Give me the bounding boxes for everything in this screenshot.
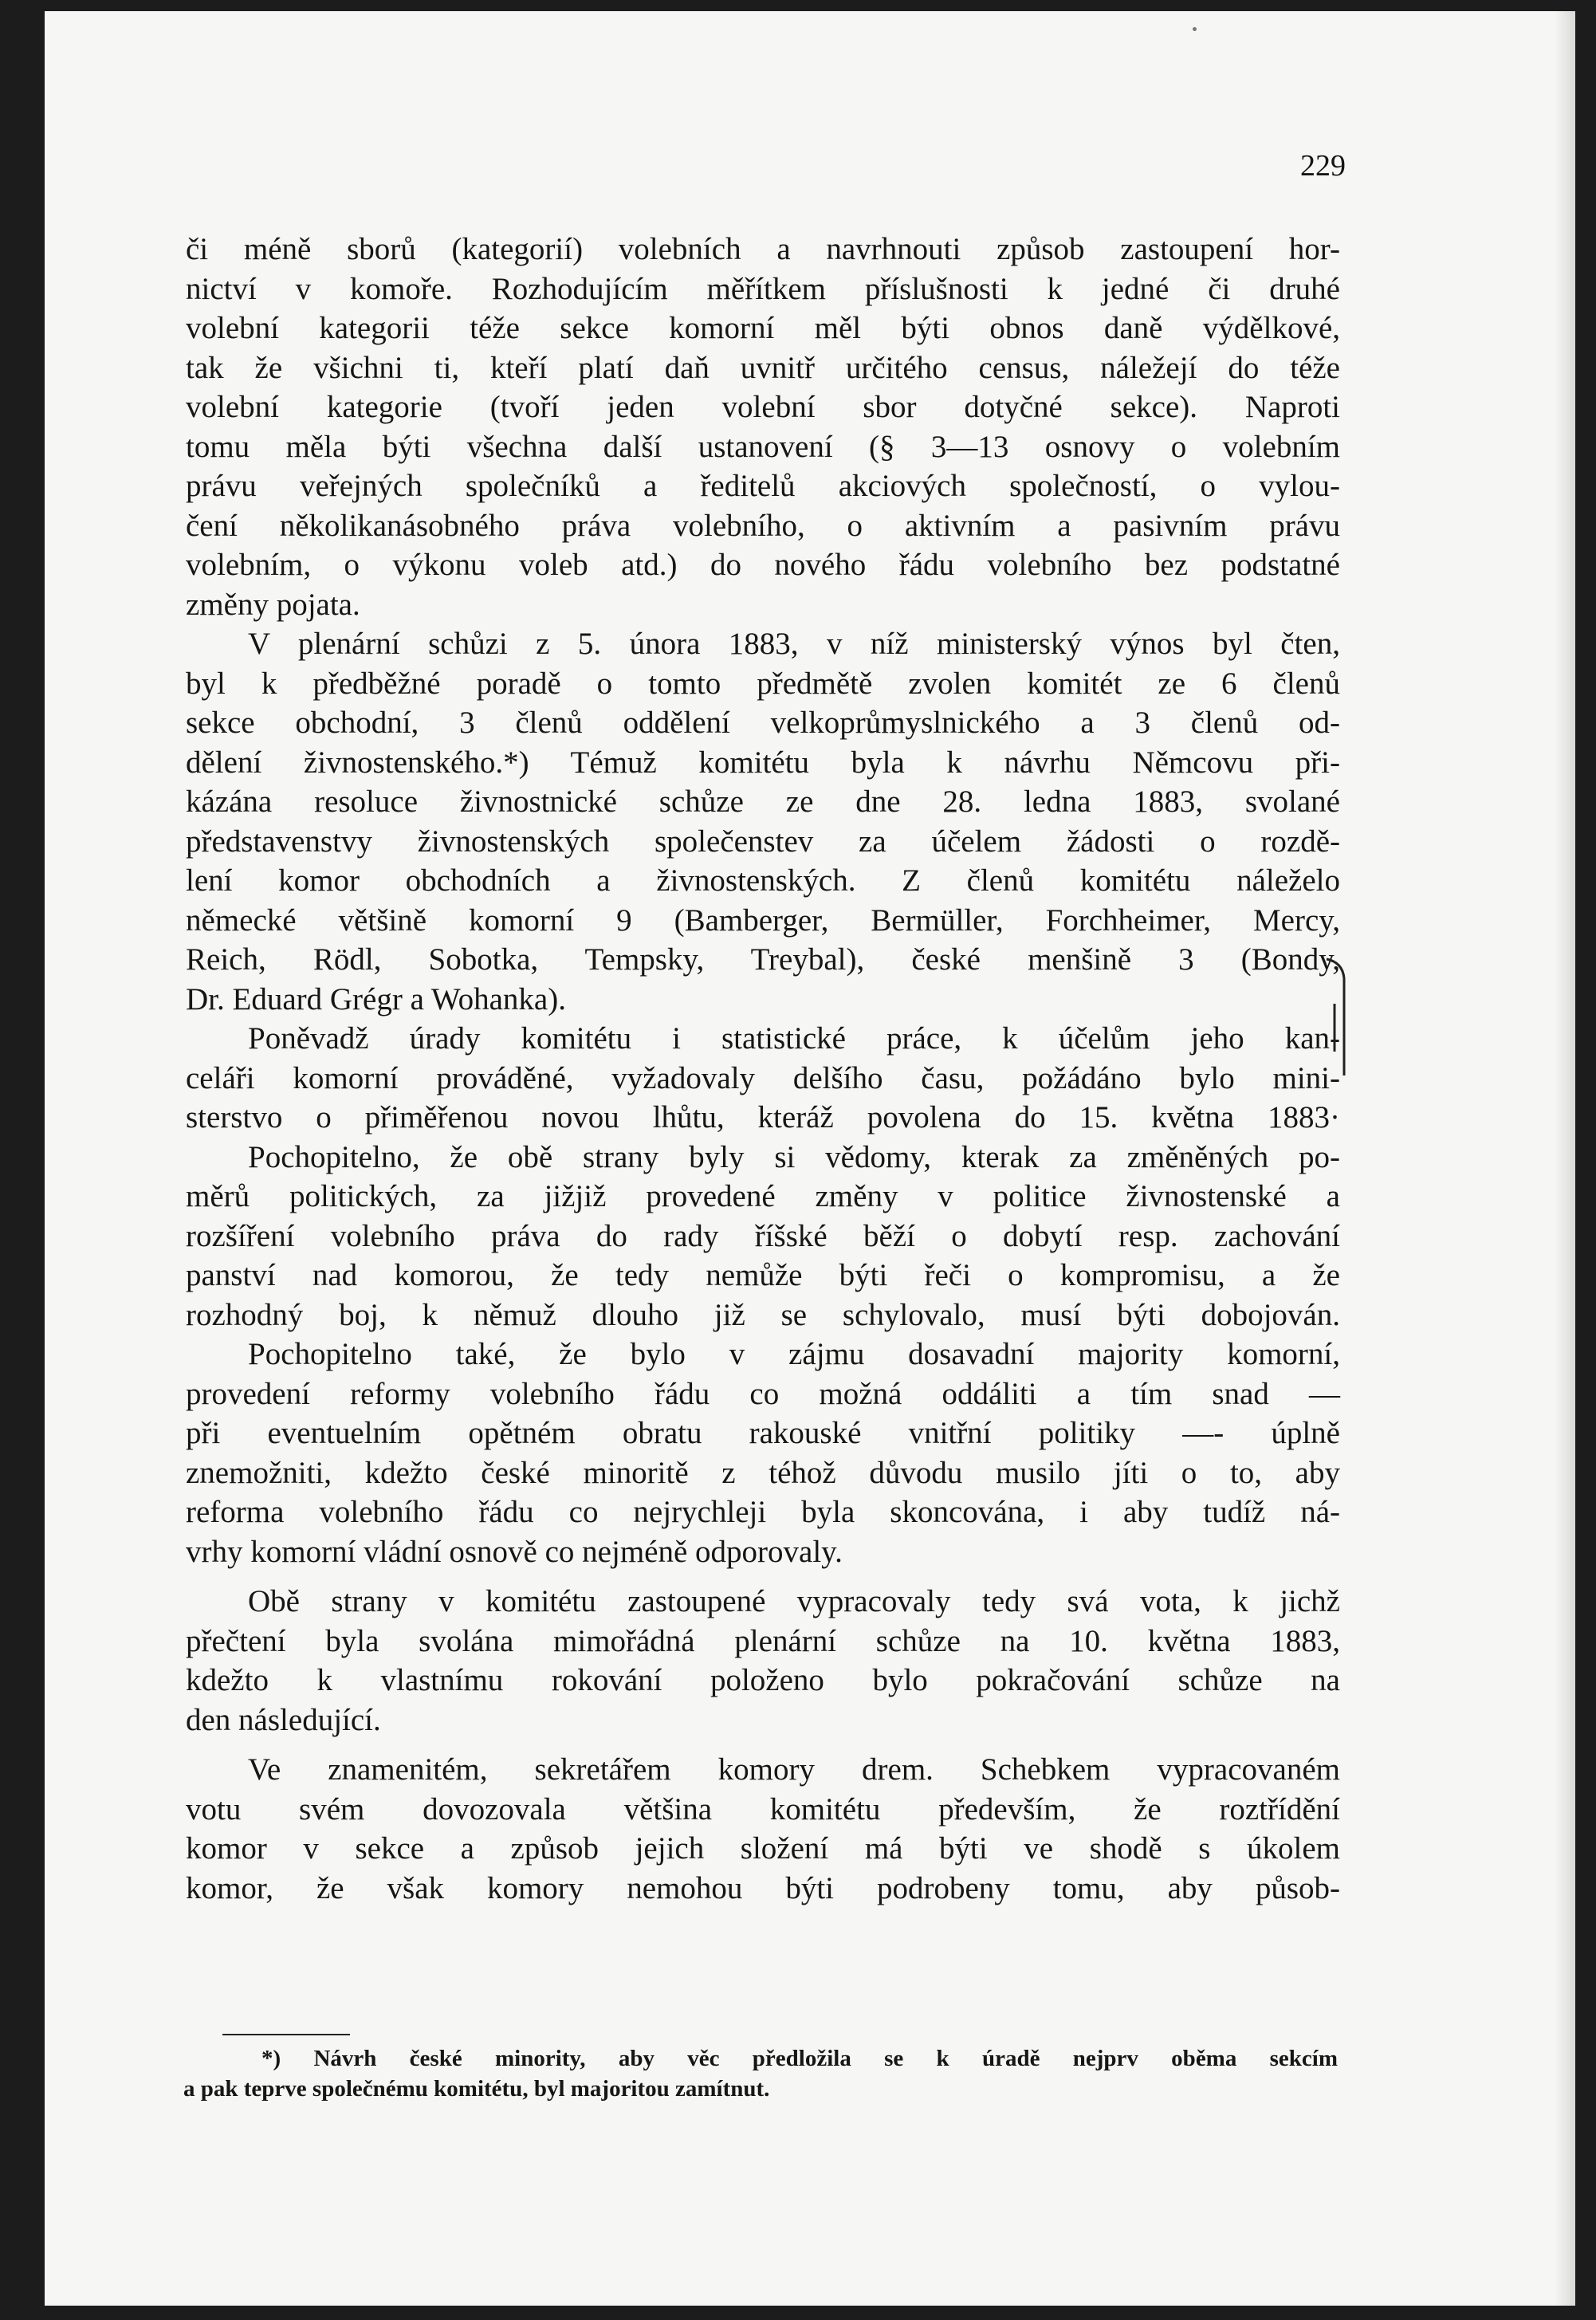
text-line: dělení živnostenského.*) Témuž komitétu byla k návrhu Němcovu při-: [186, 745, 1340, 780]
paragraph-gap: [186, 1571, 1340, 1582]
text-line: sekce obchodní, 3 členů oddělení velkoprůmyslnického a 3 členů od-: [186, 706, 1340, 740]
body-text: [186, 230, 1340, 1908]
text-line: tomu měla býti všechna další ustanovení (§ 3—13 osnovy o volebním: [186, 429, 1340, 464]
text-line: Obě strany v komitétu zastoupené vypracovaly tedy svá vota, k jichž: [248, 1584, 1340, 1618]
text-line: komor v sekce a způsob jejich složení má býti ve shodě s úkolem: [186, 1831, 1340, 1866]
text-line: kdežto k vlastnímu rokování položeno bylo pokračování schůze na: [186, 1663, 1340, 1697]
paragraph-gap: [186, 1740, 1340, 1750]
page-edge-shadow: [1555, 11, 1575, 2306]
margin-bracket-mark: [1323, 956, 1352, 1083]
text-line: rozhodný boj, k němuž dlouho již se schylovalo, musí býti dobojován.: [186, 1297, 1340, 1332]
text-line: právu veřejných společníků a ředitelů akciových společností, o vylou-: [186, 469, 1340, 503]
footnote-rule: [222, 2034, 350, 2035]
footnote: [183, 2043, 1338, 2104]
text-line: či méně sborů (kategorií) volebních a navrhnouti způsob zastoupení hor-: [186, 232, 1340, 266]
text-line: Dr. Eduard Grégr a Wohanka).: [186, 981, 566, 1016]
footnote-line: *) Návrh české minority, aby věc předložila se k úradě nejprv oběma sekcím: [261, 2046, 1338, 2071]
text-line: lení komor obchodních a živnostenských. Z členů komitétu náleželo: [186, 863, 1340, 898]
document-page: [45, 11, 1575, 2306]
text-line: německé většině komorní 9 (Bamberger, Bermüller, Forchheimer, Mercy,: [186, 902, 1340, 938]
text-line: znemožniti, kdežto české minoritě z téhož důvodu musilo jíti o to, aby: [186, 1455, 1340, 1490]
scan-speck: [1193, 27, 1197, 31]
text-line: rozšíření volebního práva do rady říšské běží o dobytí resp. zachování: [186, 1218, 1340, 1253]
text-line: sterstvo o přiměřenou novou lhůtu, kteráž povolena do 15. května 1883·: [186, 1100, 1340, 1134]
text-line: čení několikanásobného práva volebního, o aktivním a pasivním právu: [186, 508, 1340, 543]
text-line: Pochopitelno také, že bylo v zájmu dosavadní majority komorní,: [248, 1337, 1340, 1371]
text-line: nictví v komoře. Rozhodujícím měřítkem příslušnosti k jedné či druhé: [186, 271, 1340, 306]
text-line: přečtení byla svolána mimořádná plenární schůze na 10. května 1883,: [186, 1623, 1340, 1658]
text-line: reforma volebního řádu co nejrychleji byla skoncována, i aby tudíž ná-: [186, 1495, 1340, 1529]
text-line: při eventuelním opětném obratu rakouské vnitřní politiky —- úplně: [186, 1416, 1340, 1450]
text-line: V plenární schůzi z 5. února 1883, v níž ministerský výnos byl čten,: [248, 627, 1340, 661]
text-line: Poněvadž úrady komitétu i statistické práce, k účelům jeho kan-: [248, 1021, 1340, 1056]
text-line: panství nad komorou, že tedy nemůže býti řeči o kompromisu, a že: [186, 1258, 1340, 1292]
text-line: votu svém dovozovala většina komitétu především, že roztřídění: [186, 1791, 1340, 1827]
text-line: představenstvy živnostenských společenstev za účelem žádosti o rozdě-: [186, 824, 1340, 859]
text-line: provedení reformy volebního řádu co možná oddáliti a tím snad —: [186, 1376, 1340, 1411]
text-line: komor, že však komory nemohou býti podrobeny tomu, aby působ-: [186, 1870, 1340, 1905]
text-line: tak že všichni ti, kteří platí daň uvnitř určitého census, náležejí do téže: [186, 350, 1340, 385]
text-line: vrhy komorní vládní osnově co nejméně odporovaly.: [186, 1534, 843, 1569]
text-line: volební kategorii téže sekce komorní měl býti obnos daně výdělkové,: [186, 311, 1340, 345]
text-line: volební kategorie (tvoří jeden volební sbor dotyčné sekce). Naproti: [186, 390, 1340, 424]
text-line: Ve znamenitém, sekretářem komory drem. Schebkem vypracovaném: [248, 1752, 1340, 1787]
text-line: celáři komorní prováděné, vyžadovaly delšího času, požádáno bylo mini-: [186, 1060, 1340, 1095]
text-line: byl k předběžné poradě o tomto předmětě zvolen komitét ze 6 členů: [186, 666, 1340, 701]
text-line: kázána resoluce živnostnické schůze ze dne 28. ledna 1883, svolané: [186, 784, 1340, 819]
text-line: měrů politických, za jižjiž provedené změny v politice živnostenské a: [186, 1179, 1340, 1213]
text-line: změny pojata.: [186, 587, 360, 622]
footnote-line: a pak teprve společnému komitétu, byl majoritou zamítnut.: [183, 2076, 770, 2102]
text-line: volebním, o výkonu voleb atd.) do nového řádu volebního bez podstatné: [186, 548, 1340, 582]
text-line: Pochopitelno, že obě strany byly si vědomy, kterak za změněných po-: [248, 1139, 1340, 1174]
text-line: den následující.: [186, 1702, 381, 1737]
page-number: 229: [1300, 149, 1346, 183]
text-line: Reich, Rödl, Sobotka, Tempsky, Treybal), české menšině 3 (Bondy,: [186, 942, 1340, 977]
